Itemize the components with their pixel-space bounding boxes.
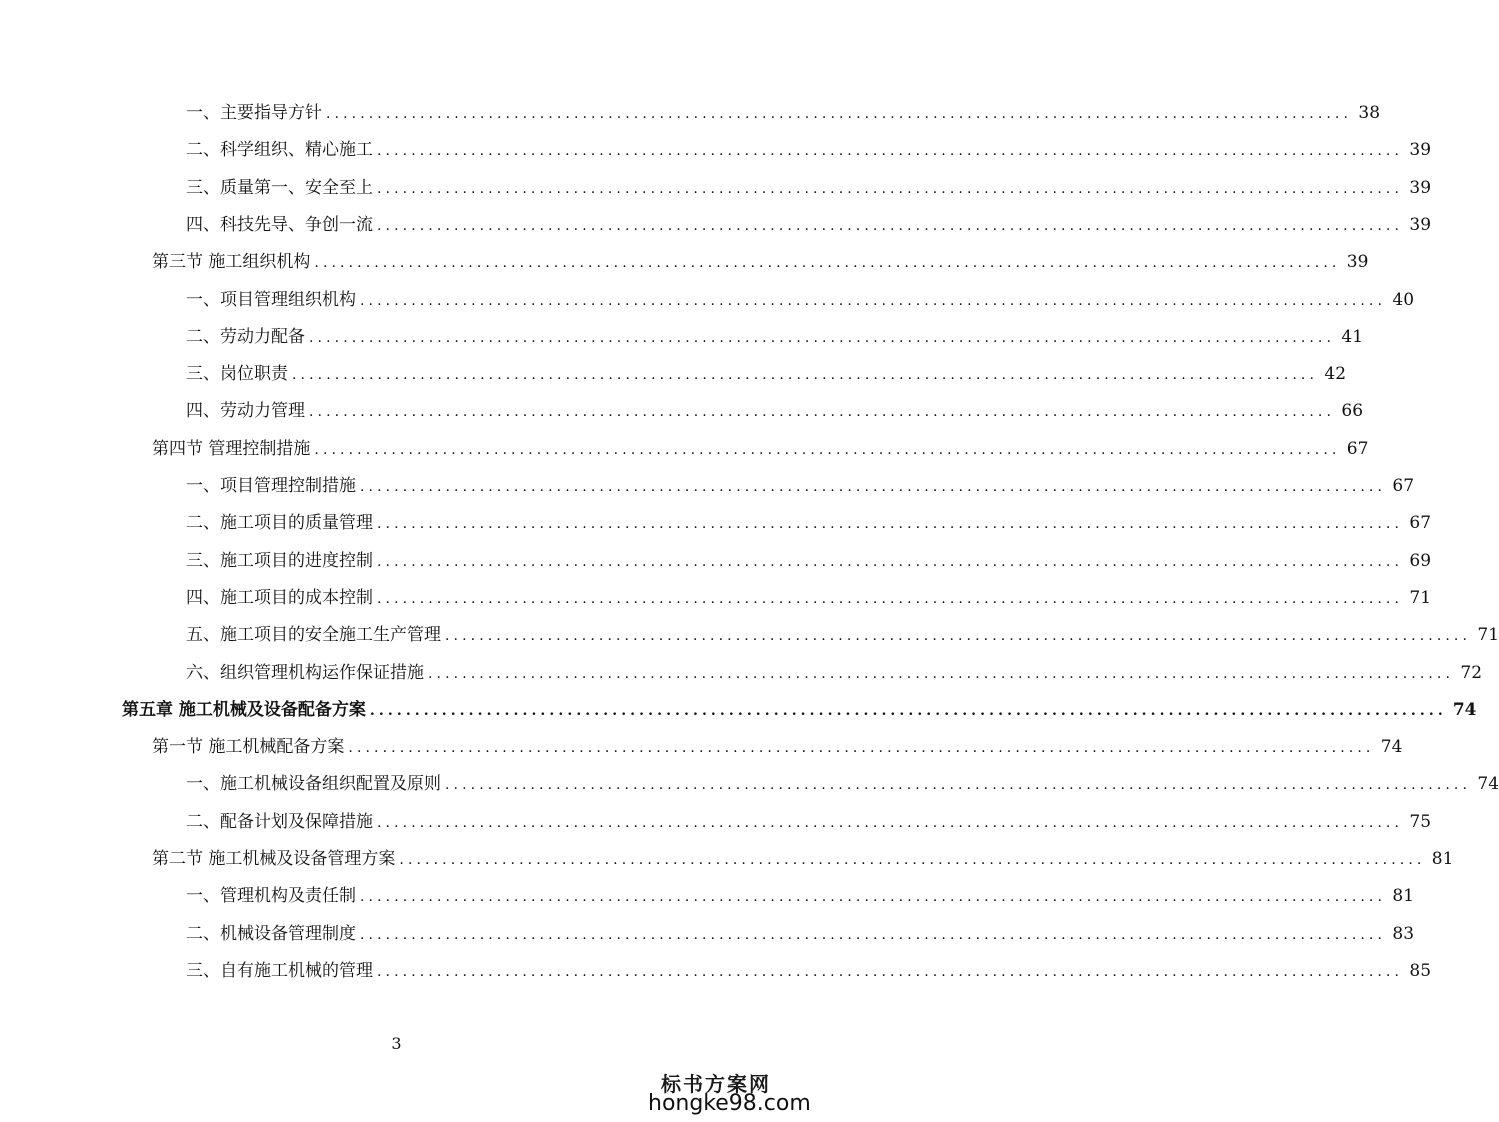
toc-leader-dots: ........................................................................................................................ <box>377 218 1404 234</box>
toc-leader-dots: ........................................................................................................................ <box>314 255 1341 271</box>
toc-entry <box>186 883 1415 909</box>
toc-entry-title: 第二节 施工机械及设备管理方案 <box>152 849 396 869</box>
toc-entry-page: 81 <box>1431 849 1454 869</box>
toc-entry <box>186 809 1432 835</box>
toc-leader-dots: ........................................................................................................................ <box>377 554 1404 570</box>
toc-entry-title: 第四节 管理控制措施 <box>152 439 311 459</box>
toc-entry-title: 四、科技先导、争创一流 <box>186 215 373 235</box>
toc-entry-title: 六、组织管理机构运作保证措施 <box>186 663 424 683</box>
toc-entry-page: 67 <box>1409 513 1432 533</box>
watermark-url: hongke98.com <box>648 1091 811 1116</box>
toc-leader-dots: ........................................................................................................................ <box>377 143 1404 159</box>
toc-entry-title: 第五章 施工机械及设备配备方案 <box>122 700 366 720</box>
toc-entry <box>152 734 1403 760</box>
toc-entry <box>186 473 1415 499</box>
toc-entry-page: 85 <box>1409 961 1432 981</box>
toc-entry <box>186 137 1432 163</box>
toc-entry-page: 71 <box>1409 588 1432 608</box>
toc-leader-dots: ........................................................................................................................ <box>309 404 1336 420</box>
toc-entry-title: 一、主要指导方针 <box>186 103 322 123</box>
toc-leader-dots: ........................................................................................................................ <box>326 106 1353 122</box>
toc-entry-title: 二、科学组织、精心施工 <box>186 140 373 160</box>
toc-leader-dots: ........................................................................................................................ <box>360 293 1387 309</box>
toc-leader-dots: ........................................................................................................................ <box>377 181 1404 197</box>
toc-entry-title: 一、施工机械设备组织配置及原则 <box>186 774 441 794</box>
toc-leader-dots: ........................................................................................................................ <box>309 330 1336 346</box>
toc-entry <box>186 771 1499 797</box>
toc-entry-title: 第一节 施工机械配备方案 <box>152 737 345 757</box>
toc-entry-page: 38 <box>1358 103 1381 123</box>
toc-entry-title: 二、机械设备管理制度 <box>186 924 356 944</box>
toc-entry <box>152 846 1454 872</box>
toc-leader-dots: ........................................................................................................................ <box>399 852 1426 868</box>
toc-leader-dots: ........................................................................................................................ <box>360 927 1387 943</box>
toc-entry-page: 81 <box>1392 886 1415 906</box>
toc-entry <box>186 510 1432 536</box>
toc-entry-page: 39 <box>1409 215 1432 235</box>
toc-entry-page: 75 <box>1409 812 1432 832</box>
toc-leader-dots: ........................................................................................................................ <box>314 442 1341 458</box>
toc-leader-dots: ........................................................................................................................ <box>360 889 1387 905</box>
toc-entry-title: 二、配备计划及保障措施 <box>186 812 373 832</box>
toc-entry-title: 三、质量第一、安全至上 <box>186 178 373 198</box>
toc-entry-page: 40 <box>1392 290 1415 310</box>
toc-leader-dots: ........................................................................................................................ <box>348 740 1375 756</box>
toc-entry <box>186 324 1364 350</box>
toc-entry <box>186 622 1499 648</box>
toc-entry-title: 三、施工项目的进度控制 <box>186 551 373 571</box>
toc-entry <box>152 249 1369 275</box>
toc-entry-page: 67 <box>1346 439 1369 459</box>
toc-entry-page: 39 <box>1409 140 1432 160</box>
toc-entry-title: 五、施工项目的安全施工生产管理 <box>186 625 441 645</box>
toc-entry <box>186 660 1483 686</box>
toc-entry <box>186 548 1432 574</box>
toc-leader-dots: ........................................................................................................................ <box>360 479 1387 495</box>
toc-entry <box>186 212 1432 238</box>
toc-entry <box>186 287 1415 313</box>
toc-leader-dots: ........................................................................................................................ <box>377 591 1404 607</box>
toc-entry-title: 三、自有施工机械的管理 <box>186 961 373 981</box>
toc-entry-title: 三、岗位职责 <box>186 364 288 384</box>
toc-entry-title: 四、施工项目的成本控制 <box>186 588 373 608</box>
toc-entry-page: 74 <box>1477 774 1499 794</box>
toc-entry-title: 二、施工项目的质量管理 <box>186 513 373 533</box>
toc-entry-page: 71 <box>1477 625 1499 645</box>
toc-leader-dots: ........................................................................................................................ <box>377 516 1404 532</box>
toc-entry <box>186 175 1432 201</box>
toc-entry <box>186 585 1432 611</box>
toc-entry-page: 74 <box>1380 737 1403 757</box>
toc-entry-page: 39 <box>1346 252 1369 272</box>
toc-entry-page: 74 <box>1452 700 1477 720</box>
toc-entry <box>122 697 1477 723</box>
toc-leader-dots: ........................................................................................................................ <box>377 815 1404 831</box>
toc-entry <box>186 958 1432 984</box>
toc-entry-page: 39 <box>1409 178 1432 198</box>
toc-entry-title: 第三节 施工组织机构 <box>152 252 311 272</box>
toc-leader-dots: ........................................................................................................................ <box>445 777 1472 793</box>
toc-entry <box>152 436 1369 462</box>
toc-entry-page: 69 <box>1409 551 1432 571</box>
toc-entry-page: 66 <box>1341 401 1364 421</box>
toc-leader-dots: ........................................................................................................................ <box>445 628 1472 644</box>
page-number: 3 <box>391 1034 402 1053</box>
toc-leader-dots: ........................................................................................................................ <box>292 367 1319 383</box>
toc-entry <box>186 361 1347 387</box>
toc-entry <box>186 100 1381 126</box>
toc-entry-page: 83 <box>1392 924 1415 944</box>
toc-entry-title: 一、项目管理控制措施 <box>186 476 356 496</box>
toc-entry-page: 42 <box>1324 364 1347 384</box>
watermark-chinese: 标书方案网 <box>661 1072 771 1096</box>
toc-entry-page: 67 <box>1392 476 1415 496</box>
toc-entry-title: 四、劳动力管理 <box>186 401 305 421</box>
toc-leader-dots: ........................................................................................................................ <box>369 703 1447 719</box>
toc-entry-title: 一、项目管理组织机构 <box>186 290 356 310</box>
toc-entry-page: 72 <box>1460 663 1483 683</box>
toc-entry-title: 二、劳动力配备 <box>186 327 305 347</box>
toc-leader-dots: ........................................................................................................................ <box>428 666 1455 682</box>
toc-entry-title: 一、管理机构及责任制 <box>186 886 356 906</box>
toc-entry-page: 41 <box>1341 327 1364 347</box>
toc-entry <box>186 921 1415 947</box>
toc-entry <box>186 398 1364 424</box>
toc-leader-dots: ........................................................................................................................ <box>377 964 1404 980</box>
